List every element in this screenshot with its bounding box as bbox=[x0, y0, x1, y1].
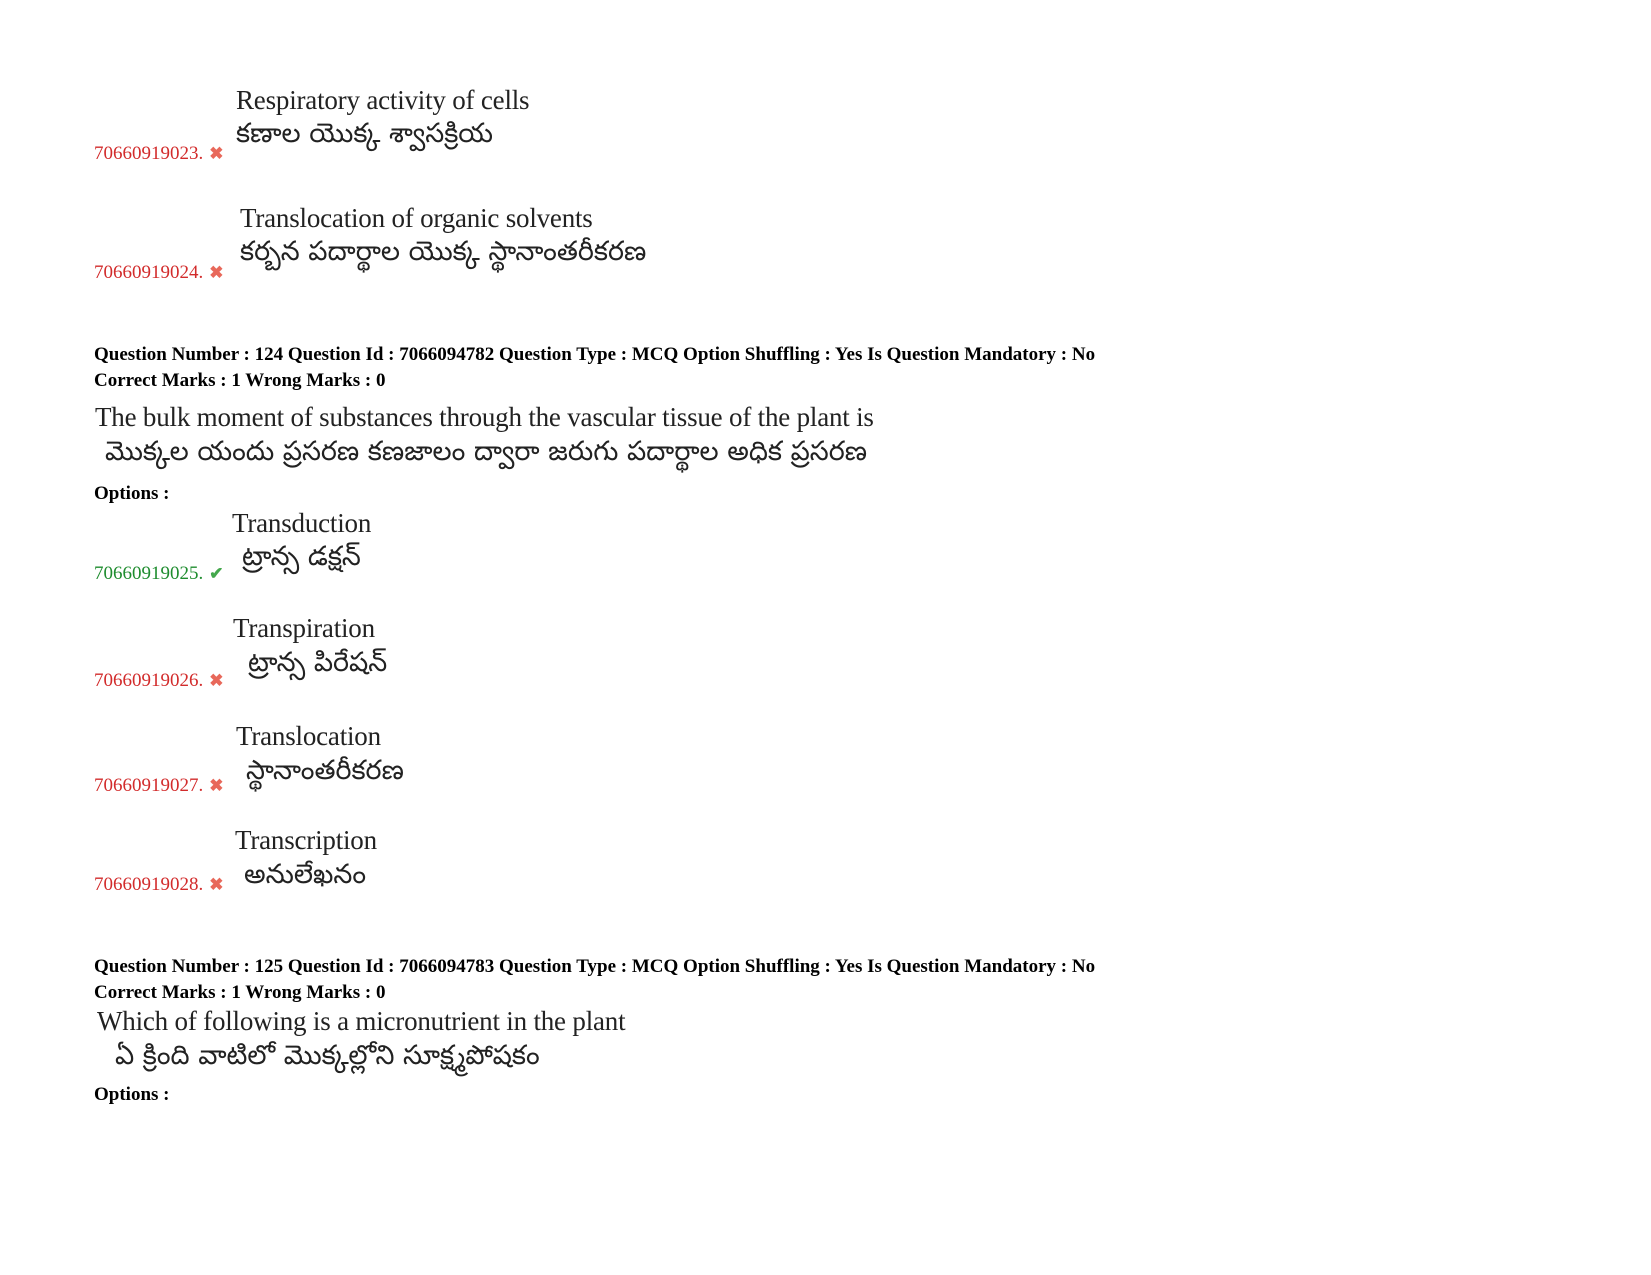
question-header: Question Number : 125 Question Id : 7066094783 Question Type : MCQ Option Shuffling : Yes Is Question Mandatory : No bbox=[94, 956, 1096, 977]
option-english-text: Transcription bbox=[235, 825, 377, 855]
question-marks: Correct Marks : 1 Wrong Marks : 0 bbox=[94, 370, 386, 391]
option-english-text: Respiratory activity of cells bbox=[236, 85, 530, 115]
question-header: Question Number : 124 Question Id : 7066094782 Question Type : MCQ Option Shuffling : Yes Is Question Mandatory : No bbox=[94, 344, 1096, 365]
question-telugu-text: మొక్కల యందు ప్రసరణ కణజాలం ద్వారా జరుగు పదార్థాల అధిక ప్రసరణ bbox=[105, 436, 868, 467]
option-english-text: Translocation of organic solvents bbox=[240, 203, 593, 233]
option-telugu-text: స్థానాంతరీకరణ bbox=[246, 755, 404, 786]
option-telugu-text: కణాల యొక్క శ్వాసక్రియ bbox=[236, 118, 494, 149]
option-telugu-text: ట్రాన్స డక్షన్ bbox=[242, 541, 361, 572]
option-telugu-text: అనులేఖనం bbox=[244, 859, 367, 890]
cross-icon: ✖ bbox=[209, 144, 224, 163]
options-label: Options : bbox=[94, 483, 170, 504]
option-telugu-text: ట్రాన్స పిరేషన్ bbox=[248, 647, 388, 678]
cross-icon: ✖ bbox=[209, 671, 224, 690]
option-id-label: 70660919027. bbox=[94, 775, 204, 796]
option-id bbox=[94, 874, 224, 896]
option-id-label: 70660919025. bbox=[94, 563, 204, 584]
option-id bbox=[94, 775, 224, 797]
option-id-label: 70660919028. bbox=[94, 874, 204, 895]
cross-icon: ✖ bbox=[209, 263, 224, 282]
option-english-text: Transpiration bbox=[233, 613, 375, 643]
options-label: Options : bbox=[94, 1084, 170, 1105]
option-english-text: Translocation bbox=[236, 721, 381, 751]
question-marks: Correct Marks : 1 Wrong Marks : 0 bbox=[94, 982, 386, 1003]
option-id-label: 70660919024. bbox=[94, 262, 204, 283]
option-english-text: Transduction bbox=[232, 508, 372, 538]
option-id bbox=[94, 563, 224, 585]
question-english-text: Which of following is a micronutrient in the plant bbox=[97, 1006, 626, 1036]
option-id-label: 70660919026. bbox=[94, 670, 204, 691]
option-telugu-text: కర్బన పదార్థాల యొక్క స్థానాంతరీకరణ bbox=[240, 236, 647, 267]
check-icon: ✔ bbox=[209, 564, 224, 583]
cross-icon: ✖ bbox=[209, 776, 224, 795]
option-id-label: 70660919023. bbox=[94, 143, 204, 164]
cross-icon: ✖ bbox=[209, 875, 224, 894]
question-telugu-text: ఏ క్రింది వాటిలో మొక్కల్లోని సూక్ష్మపోషకం bbox=[115, 1040, 540, 1071]
option-id bbox=[94, 262, 224, 284]
option-id bbox=[94, 670, 224, 692]
option-id bbox=[94, 143, 224, 165]
question-english-text: The bulk moment of substances through the vascular tissue of the plant is bbox=[95, 402, 874, 432]
